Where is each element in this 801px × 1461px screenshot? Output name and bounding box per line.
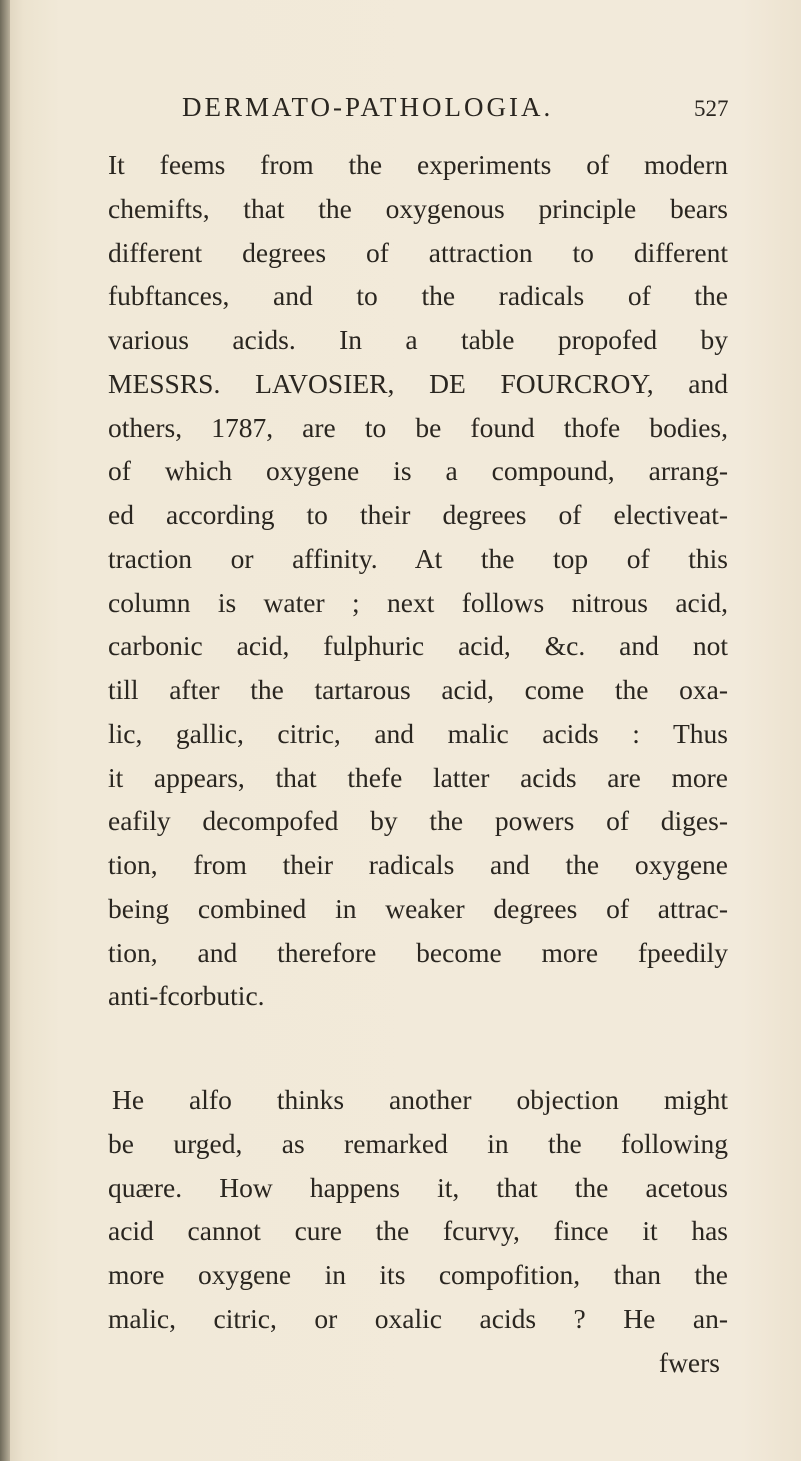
paragraph-1 xyxy=(108,143,728,1018)
text-line: acid cannot cure the fcurvy, fince it has xyxy=(108,1215,728,1247)
text-line: anti-fcorbutic. xyxy=(108,980,265,1012)
text-line: of which oxygene is a compound, arrang- xyxy=(108,455,728,487)
text-line: till after the tartarous acid, come the oxa- xyxy=(108,674,728,705)
text-line: eafily decompofed by the powers of diges- xyxy=(108,805,728,837)
text-line: malic, citric, or oxalic acids ? He an- xyxy=(108,1302,728,1334)
page-gutter-shadow xyxy=(0,0,10,1461)
text-line: others, 1787, are to be found thofe bodies, xyxy=(108,411,728,443)
text-line: column is water ; next follows nitrous acid, xyxy=(108,586,728,618)
text-line: be urged, as remarked in the following xyxy=(108,1127,728,1159)
text-line: He alfo thinks another objection might xyxy=(112,1084,728,1115)
text-line: fubftances, and to the radicals of the xyxy=(108,280,728,312)
text-line: It feems from the experiments of modern xyxy=(108,149,728,180)
text-line: ed according to their degrees of electiveat- xyxy=(108,499,728,530)
paragraph-2 xyxy=(108,1078,728,1341)
text-line: it appears, that thefe latter acids are more xyxy=(108,761,728,793)
text-line: tion, from their radicals and the oxygene xyxy=(108,849,728,880)
text-line: lic, gallic, citric, and malic acids : Thus xyxy=(108,717,728,749)
catchword: fwers xyxy=(658,1346,720,1378)
text-line: more oxygene in its compofition, than the xyxy=(108,1259,728,1290)
text-line: traction or affinity. At the top of this xyxy=(108,542,728,574)
text-line: being combined in weaker degrees of attrac- xyxy=(108,892,728,924)
page-header xyxy=(0,92,801,132)
text-line: chemifts, that the oxygenous principle bears xyxy=(108,192,728,224)
running-title: DERMATO-PATHOLOGIA. xyxy=(182,92,554,122)
text-line: various acids. In a table propofed by xyxy=(108,324,728,355)
text-line: quære. How happens it, that the acetous xyxy=(108,1171,728,1203)
body-text xyxy=(108,143,728,1384)
page-number: 527 xyxy=(694,96,729,121)
text-line: MESSRS. LAVOSIER, DE FOURCROY, and xyxy=(108,367,728,399)
text-line: tion, and therefore become more fpeedily xyxy=(108,936,728,968)
text-line: different degrees of attraction to different xyxy=(108,236,728,268)
paragraph-gap xyxy=(108,1018,728,1078)
text-line: carbonic acid, fulphuric acid, &c. and not xyxy=(108,630,728,662)
